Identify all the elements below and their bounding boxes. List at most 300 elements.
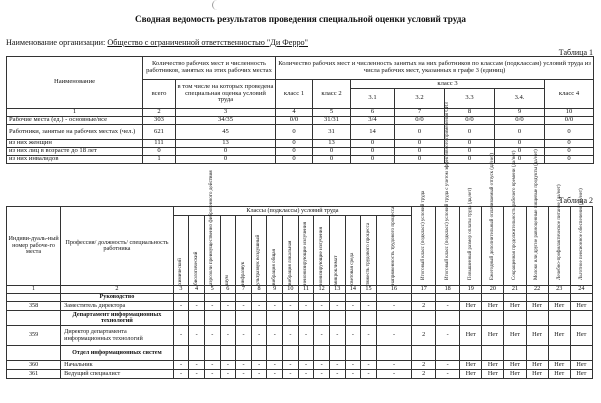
table-cell <box>7 346 61 361</box>
table-cell <box>376 346 411 361</box>
row-label: из них женщин <box>7 140 143 148</box>
extra-cell: Нет <box>548 361 570 370</box>
table-row <box>7 117 594 125</box>
table-row <box>7 326 593 346</box>
table-row <box>7 156 594 164</box>
factor-cell: - <box>376 302 411 311</box>
col-extra-label: Повышенный размер оплаты труда (да,нет) <box>468 187 474 280</box>
table-cell <box>504 294 526 302</box>
col-factor-header <box>345 216 361 286</box>
table-cell: 0 <box>545 140 594 148</box>
table-cell <box>236 294 252 302</box>
table-cell <box>329 294 345 302</box>
table-cell: 3/4 <box>351 117 395 125</box>
table-cell <box>460 294 482 302</box>
table-cell <box>314 346 330 361</box>
table-cell <box>283 346 299 361</box>
table-cell: 0 <box>313 156 351 164</box>
extra-cell: Нет <box>548 302 570 311</box>
table-cell <box>220 311 236 326</box>
col-extra-label: Ежегодный дополнительный оплачиваемый отпуск (да/нет) <box>490 153 496 280</box>
factor-cell: - <box>314 326 330 346</box>
col-class33-header: 3.3 <box>445 89 495 109</box>
department-row <box>7 294 593 302</box>
factor-cell: - <box>189 361 205 370</box>
col-name-header: Наименование <box>7 57 143 109</box>
factor-cell: - <box>314 361 330 370</box>
extra-cell: 2 <box>412 326 436 346</box>
column-number: 6 <box>351 109 395 117</box>
table-cell <box>220 346 236 361</box>
column-number: 11 <box>298 286 314 294</box>
factor-cell: - <box>173 370 189 379</box>
column-number: 5 <box>204 286 220 294</box>
factor-cell: - <box>204 302 220 311</box>
column-number: 4 <box>189 286 205 294</box>
extra-cell: Нет <box>482 370 504 379</box>
table-cell <box>204 294 220 302</box>
table-cell: 0 <box>545 148 594 156</box>
table-cell: 0 <box>143 148 176 156</box>
column-number: 14 <box>345 286 361 294</box>
table-cell <box>548 346 570 361</box>
table-cell: 0 <box>176 148 276 156</box>
column-number: 18 <box>436 286 460 294</box>
column-number: 3 <box>173 286 189 294</box>
factor-cell: - <box>361 361 377 370</box>
column-number: 2 <box>61 286 174 294</box>
column-number: 10 <box>545 109 594 117</box>
table2-caption: Таблица 2 <box>558 196 593 205</box>
extra-cell: Нет <box>460 326 482 346</box>
col-extra-header <box>504 150 526 286</box>
col-factor-label: химический <box>177 257 184 285</box>
factor-cell: - <box>314 302 330 311</box>
column-numbers-row <box>7 286 593 294</box>
column-number: 15 <box>361 286 377 294</box>
col-factor-label: вибрация локальная <box>286 240 293 285</box>
table-cell: 0 <box>351 148 395 156</box>
table-cell: 111 <box>143 140 176 148</box>
row-label: из них инвалидов <box>7 156 143 164</box>
table-cell: 0 <box>495 148 545 156</box>
table-row <box>7 302 593 311</box>
factor-cell: - <box>267 326 283 346</box>
table-row <box>7 370 593 379</box>
column-number: 7 <box>236 286 252 294</box>
table-cell <box>412 311 436 326</box>
table-cell <box>251 294 267 302</box>
profession-name: Директор департамента информационных технологий <box>61 326 174 346</box>
column-number: 9 <box>267 286 283 294</box>
col-extra-header <box>548 184 570 286</box>
table-cell <box>267 311 283 326</box>
extra-cell: Нет <box>570 302 592 311</box>
table-cell <box>329 311 345 326</box>
table-cell <box>236 311 252 326</box>
table-cell <box>482 311 504 326</box>
table-cell: 0 <box>313 148 351 156</box>
organization-name: Общество с ограниченной ответственностью "Ди Ферро" <box>107 38 308 47</box>
col-extra-label: Итоговый класс (подкласс) условий труда с учетом эффективного применения СИЗ <box>445 102 451 280</box>
table-cell: 0 <box>351 156 395 164</box>
table-row <box>7 361 593 370</box>
column-number: 3 <box>176 109 276 117</box>
table-cell <box>173 346 189 361</box>
factor-cell: - <box>251 361 267 370</box>
table-cell <box>298 346 314 361</box>
factor-cell: - <box>251 370 267 379</box>
factor-cell: - <box>236 370 252 379</box>
table-cell <box>7 311 61 326</box>
col-extra-label: Сокращенная продолжительность рабочего времени (да/нет) <box>512 150 518 280</box>
extra-cell: 2 <box>412 302 436 311</box>
table-cell <box>314 311 330 326</box>
column-number: 1 <box>7 286 61 294</box>
extra-cell: Нет <box>460 302 482 311</box>
extra-cell: Нет <box>570 326 592 346</box>
factor-cell: - <box>220 361 236 370</box>
col-id-header: Индиви-дуаль-ный номер рабоче-го места <box>7 207 61 286</box>
table-cell <box>329 346 345 361</box>
factor-cell: - <box>376 370 411 379</box>
extra-cell: Нет <box>504 370 526 379</box>
table-cell <box>267 294 283 302</box>
col-class32-header: 3.2 <box>395 89 445 109</box>
table-cell <box>7 294 61 302</box>
table-cell: 0 <box>395 156 445 164</box>
table-cell <box>570 346 592 361</box>
department-label: Руководство <box>61 294 174 302</box>
extra-cell: Нет <box>460 361 482 370</box>
column-number: 8 <box>445 109 495 117</box>
table-cell <box>314 294 330 302</box>
table-cell <box>436 311 460 326</box>
column-number: 22 <box>526 286 548 294</box>
table-cell <box>504 346 526 361</box>
column-number: 12 <box>314 286 330 294</box>
department-row <box>7 346 593 361</box>
factor-cell: - <box>236 361 252 370</box>
extra-cell: Нет <box>526 302 548 311</box>
col-factor-label: ионизирующие излучения <box>317 226 324 285</box>
table-cell: 0 <box>495 140 545 148</box>
table-cell <box>482 346 504 361</box>
workplace-id: 359 <box>7 326 61 346</box>
table-cell <box>504 311 526 326</box>
factor-cell: - <box>251 302 267 311</box>
column-number: 20 <box>482 286 504 294</box>
table-cell <box>251 346 267 361</box>
extra-cell: - <box>436 326 460 346</box>
col-workplaces-header: Количество рабочих мест и численность работников, занятых на этих рабочих местах <box>143 57 276 80</box>
department-label: Департамент информационных технологий <box>61 311 174 326</box>
factor-cell: - <box>361 302 377 311</box>
column-number: 7 <box>395 109 445 117</box>
col-factor-header <box>329 216 345 286</box>
table-cell: 0 <box>276 125 313 140</box>
table-cell: 0 <box>276 148 313 156</box>
table-cell: 31 <box>313 125 351 140</box>
factor-cell: - <box>267 302 283 311</box>
factor-cell: - <box>236 302 252 311</box>
table-cell <box>298 294 314 302</box>
table-cell: 0/0 <box>276 117 313 125</box>
col-factor-label: микроклимат <box>333 255 340 285</box>
extra-cell: Нет <box>526 326 548 346</box>
table-cell <box>436 294 460 302</box>
table-cell <box>298 311 314 326</box>
extra-cell: Нет <box>504 302 526 311</box>
col-class4-header: класс 4 <box>545 80 594 109</box>
factor-cell: - <box>267 370 283 379</box>
table-cell <box>460 346 482 361</box>
col-extra-header <box>460 187 482 286</box>
factor-cell: - <box>283 361 299 370</box>
table-cell: 0 <box>545 125 594 140</box>
table-cell <box>460 311 482 326</box>
col-factor-header <box>204 169 220 286</box>
table-cell: 0 <box>445 125 495 140</box>
table-cell <box>361 346 377 361</box>
extra-cell: Нет <box>460 370 482 379</box>
table-cell: 0 <box>395 125 445 140</box>
organization-line <box>6 38 308 47</box>
table-cell <box>526 311 548 326</box>
column-number: 1 <box>7 109 143 117</box>
col-factor-header <box>189 216 205 286</box>
row-label: Рабочие места (ед.) - основные/все <box>7 117 143 125</box>
table-cell: 45 <box>176 125 276 140</box>
column-number: 21 <box>504 286 526 294</box>
factor-cell: - <box>283 326 299 346</box>
factor-cell: - <box>189 326 205 346</box>
col-extra-header <box>482 153 504 286</box>
col-class3-header: класс 3 <box>351 80 545 89</box>
col-class34-header: 3.4. <box>495 89 545 109</box>
column-number: 10 <box>283 286 299 294</box>
profession-name: Заместитель директора <box>61 302 174 311</box>
extra-cell: - <box>436 361 460 370</box>
table-cell: 0 <box>276 156 313 164</box>
table-cell: 1 <box>143 156 176 164</box>
factor-cell: - <box>220 326 236 346</box>
column-number: 9 <box>495 109 545 117</box>
table-cell <box>361 311 377 326</box>
table-cell <box>345 294 361 302</box>
col-assessed-header: в том числе на которых проведена специальная оценка условий труда <box>176 80 276 109</box>
factor-cell: - <box>329 361 345 370</box>
column-number: 16 <box>376 286 411 294</box>
factor-cell: - <box>236 326 252 346</box>
table-cell <box>570 294 592 302</box>
factor-cell: - <box>283 370 299 379</box>
column-number: 4 <box>276 109 313 117</box>
column-number: 19 <box>460 286 482 294</box>
factor-cell: - <box>251 326 267 346</box>
extra-cell: Нет <box>504 361 526 370</box>
factor-cell: - <box>376 361 411 370</box>
extra-cell: Нет <box>570 361 592 370</box>
row-label: Работники, занятые на рабочих местах (чел.) <box>7 125 143 140</box>
table-cell <box>189 311 205 326</box>
extra-cell: Нет <box>526 370 548 379</box>
col-factor-header <box>376 206 411 286</box>
table-cell <box>204 346 220 361</box>
factor-cell: - <box>376 326 411 346</box>
extra-cell: Нет <box>482 326 504 346</box>
column-number: 8 <box>251 286 267 294</box>
table-cell: 0 <box>395 140 445 148</box>
table-cell <box>482 294 504 302</box>
table-cell <box>345 346 361 361</box>
table-cell: 0 <box>445 148 495 156</box>
col-factor-label: шум <box>224 274 231 285</box>
factor-cell: - <box>329 370 345 379</box>
extra-cell: Нет <box>548 326 570 346</box>
workplace-id: 358 <box>7 302 61 311</box>
table-cell <box>220 294 236 302</box>
col-factor-header <box>173 216 189 286</box>
factor-cell: - <box>298 302 314 311</box>
table-cell: 0 <box>445 156 495 164</box>
extra-cell: Нет <box>482 302 504 311</box>
factor-cell: - <box>173 361 189 370</box>
table-cell <box>345 311 361 326</box>
extra-cell: - <box>436 370 460 379</box>
extra-cell: 2 <box>412 370 436 379</box>
factor-cell: - <box>345 326 361 346</box>
factor-cell: - <box>189 302 205 311</box>
table-cell <box>283 311 299 326</box>
table-cell <box>570 311 592 326</box>
col-factor-label: неионизирующие излучения <box>302 221 309 285</box>
table-cell <box>412 294 436 302</box>
factor-cell: - <box>220 370 236 379</box>
factor-cell: - <box>173 326 189 346</box>
col-factor-header <box>314 216 330 286</box>
table-row <box>7 125 594 140</box>
table-cell <box>204 311 220 326</box>
table-cell <box>189 346 205 361</box>
factor-cell: - <box>345 302 361 311</box>
extra-cell: Нет <box>548 370 570 379</box>
factor-cell: - <box>329 302 345 311</box>
row-label: из них лиц в возрасте до 18 лет <box>7 148 143 156</box>
column-number: 2 <box>143 109 176 117</box>
col-by-class-header: Количество рабочих мест и численность занятых на них работников по классам (подклассам) условий труда из числа рабочих мест, указанных в графе 3 (единиц) <box>276 57 594 80</box>
factor-cell: - <box>283 302 299 311</box>
document-title: Сводная ведомость результатов проведения специальной оценки условий труда <box>134 14 467 24</box>
factor-cell: - <box>220 302 236 311</box>
table-cell <box>236 346 252 361</box>
factor-cell: - <box>204 326 220 346</box>
table-cell: 13 <box>176 140 276 148</box>
table-cell: 0 <box>351 140 395 148</box>
summary-table-1 <box>6 56 594 164</box>
col-factor-header <box>361 216 377 286</box>
table-cell <box>376 294 411 302</box>
factor-cell: - <box>298 326 314 346</box>
col-factor-label: вибрация общая <box>270 248 277 285</box>
table-cell <box>436 346 460 361</box>
factor-cell: - <box>298 370 314 379</box>
table-cell <box>548 294 570 302</box>
scan-artifact <box>212 0 218 10</box>
table-cell <box>283 294 299 302</box>
col-factor-label: инфразвук <box>239 261 246 285</box>
extra-cell: Нет <box>570 370 592 379</box>
col-class2-header: класс 2 <box>313 80 351 109</box>
factor-cell: - <box>329 326 345 346</box>
col-extra-header <box>412 190 436 286</box>
factor-cell: - <box>345 370 361 379</box>
col-extra-header <box>526 149 548 286</box>
col-factor-header <box>220 216 236 286</box>
table-cell <box>189 294 205 302</box>
workplace-id: 361 <box>7 370 61 379</box>
column-number: 5 <box>313 109 351 117</box>
table-cell <box>376 311 411 326</box>
extra-cell: Нет <box>526 361 548 370</box>
table1-caption: Таблица 1 <box>558 48 593 57</box>
table-cell: 14 <box>351 125 395 140</box>
table-cell: 0/0 <box>495 117 545 125</box>
extra-cell: - <box>436 302 460 311</box>
factor-cell: - <box>298 361 314 370</box>
table-cell <box>526 346 548 361</box>
table-cell <box>267 346 283 361</box>
col-factor-label: тяжесть трудового процесса <box>364 222 371 285</box>
table-cell <box>548 311 570 326</box>
column-number: 23 <box>548 286 570 294</box>
table-row <box>7 148 594 156</box>
table-cell: 0 <box>495 125 545 140</box>
table-cell <box>173 294 189 302</box>
col-factor-label: световая среда <box>349 252 356 285</box>
column-number: 17 <box>412 286 436 294</box>
table-cell: 0/0 <box>545 117 594 125</box>
profession-name: Начальник <box>61 361 174 370</box>
col-extra-label: Итоговый класс (подкласс) условий труда <box>421 190 427 280</box>
factor-cell: - <box>345 361 361 370</box>
department-label: Отдел информационных систем <box>61 346 174 361</box>
table-cell <box>251 311 267 326</box>
table-cell <box>173 311 189 326</box>
table-cell: 0/0 <box>445 117 495 125</box>
column-number: 24 <box>570 286 592 294</box>
col-class1-header: класс 1 <box>276 80 313 109</box>
table-cell: 0 <box>545 156 594 164</box>
col-factor-label: биологический <box>192 251 199 285</box>
col-factor-header <box>251 216 267 286</box>
extra-cell: 2 <box>412 361 436 370</box>
department-row <box>7 311 593 326</box>
table-cell <box>361 294 377 302</box>
table-cell: 621 <box>143 125 176 140</box>
table-cell: 0 <box>445 140 495 148</box>
organization-label: Наименование организации: <box>6 38 106 47</box>
table-cell: 0 <box>276 140 313 148</box>
workplace-id: 360 <box>7 361 61 370</box>
col-factor-header <box>236 216 252 286</box>
col-extra-label: Льготное пенсионное обеспечение (да/нет) <box>578 188 584 280</box>
table-cell <box>412 346 436 361</box>
col-extra-label: Лечебно-профилактическое питание (да/нет) <box>556 184 562 280</box>
col-classes-header: Классы (подклассы) условий труда <box>173 207 412 216</box>
col-extra-label: Молоко или другие равноценные пищевые продукты (да/нет) <box>534 149 540 280</box>
col-total-header: всего <box>143 80 176 109</box>
